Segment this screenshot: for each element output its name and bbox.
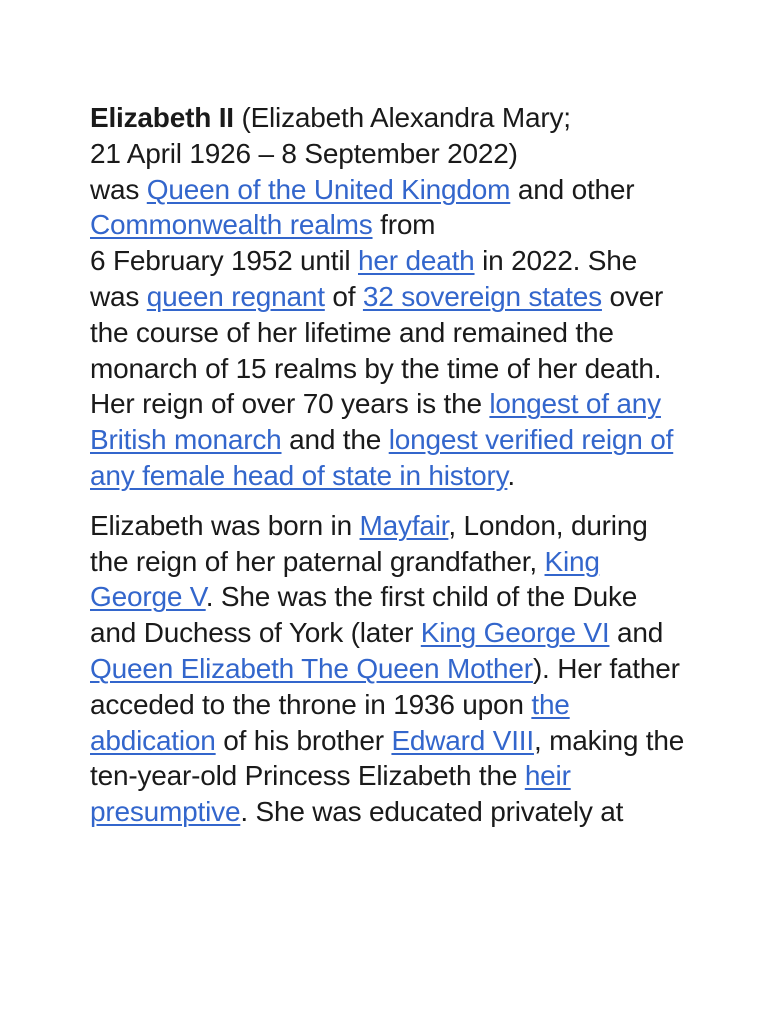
text-span: and the bbox=[281, 424, 389, 456]
text-span: , London, during the reign of her paternal grandfather, bbox=[90, 509, 648, 577]
text-span: . She was educated privately at bbox=[240, 796, 624, 828]
link-longest-of-any-british-monarch[interactable]: longest of any British monarch bbox=[90, 388, 661, 456]
text-span: ). Her father acceded to the throne in 1936 upon bbox=[90, 652, 680, 720]
link-longest-verified-reign[interactable]: longest verified reign of any female head of state in history bbox=[90, 424, 674, 491]
text-span: and other bbox=[510, 173, 635, 205]
text-span: from bbox=[372, 209, 436, 241]
link-queen-elizabeth-the-queen-mother[interactable]: Queen Elizabeth The Queen Mother bbox=[90, 652, 533, 684]
link-the-abdication[interactable]: the abdication bbox=[90, 688, 570, 756]
text-span: Elizabeth was born in bbox=[90, 509, 360, 541]
text-span: was bbox=[90, 173, 147, 205]
article-body bbox=[90, 100, 690, 830]
link-commonwealth-realms[interactable]: Commonwealth realms bbox=[90, 209, 373, 241]
link-heir-presumptive[interactable]: heir presumptive bbox=[90, 760, 571, 828]
text-span: 21 April 1926 – 8 September 2022) bbox=[90, 137, 518, 169]
link-edward-viii[interactable]: Edward VIII bbox=[391, 724, 534, 756]
link-king-george-vi[interactable]: King George VI bbox=[420, 617, 610, 649]
article-subject-name: Elizabeth II bbox=[90, 102, 234, 133]
text-span: . She was the first child of the Duke and Duchess of York (later bbox=[90, 581, 638, 649]
link-32-sovereign-states[interactable]: 32 sovereign states bbox=[362, 280, 602, 312]
text-span: , making the ten-year-old Princess Elizabeth the bbox=[90, 724, 685, 792]
link-queen-regnant[interactable]: queen regnant bbox=[146, 280, 325, 312]
text-span: . bbox=[507, 459, 515, 491]
text-span: of his brother bbox=[215, 724, 392, 756]
text-span: of bbox=[324, 280, 363, 312]
text-span: 6 February 1952 until bbox=[90, 245, 358, 277]
paragraph-early-life bbox=[90, 508, 690, 830]
link-her-death[interactable]: her death bbox=[358, 245, 475, 277]
text-span: and bbox=[609, 617, 664, 649]
link-king-george-v[interactable]: King George V bbox=[90, 545, 600, 613]
link-queen-of-the-united-kingdom[interactable]: Queen of the United Kingdom bbox=[146, 173, 511, 205]
paragraph-intro bbox=[90, 100, 690, 494]
text-span: (Elizabeth Alexandra Mary; bbox=[233, 102, 571, 133]
text-span: in 2022. She was bbox=[90, 245, 637, 312]
text-span: over the course of her lifetime and remained the monarch of 15 realms by the time of her death. Her reign of over 70 years is the bbox=[90, 280, 664, 420]
link-mayfair[interactable]: Mayfair bbox=[359, 509, 449, 541]
